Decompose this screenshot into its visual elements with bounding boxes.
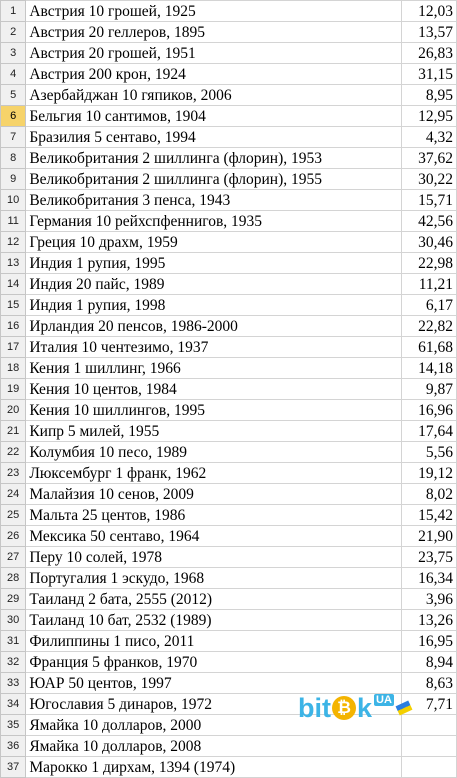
row-header[interactable]: 28 — [1, 568, 26, 589]
cell-coin-name[interactable]: Бельгия 10 сантимов, 1904 — [26, 106, 402, 127]
cell-coin-name[interactable]: Италия 10 чентезимо, 1937 — [26, 337, 402, 358]
row-header[interactable]: 3 — [1, 43, 26, 64]
cell-coin-name[interactable]: Колумбия 10 песо, 1989 — [26, 442, 402, 463]
cell-value[interactable]: 13,57 — [401, 22, 456, 43]
row-header[interactable]: 15 — [1, 295, 26, 316]
cell-coin-name[interactable]: Бразилия 5 сентаво, 1994 — [26, 127, 402, 148]
table-row[interactable] — [1, 610, 457, 631]
cell-coin-name[interactable]: Таиланд 10 бат, 2532 (1989) — [26, 610, 402, 631]
cell-coin-name[interactable]: Кения 1 шиллинг, 1966 — [26, 358, 402, 379]
row-header[interactable]: 26 — [1, 526, 26, 547]
cell-coin-name[interactable]: Австрия 20 грошей, 1951 — [26, 43, 402, 64]
row-header[interactable]: 17 — [1, 337, 26, 358]
cell-coin-name[interactable]: Великобритания 2 шиллинга (флорин), 1953 — [26, 148, 402, 169]
cell-value[interactable]: 19,12 — [401, 463, 456, 484]
table-row[interactable] — [1, 190, 457, 211]
cell-coin-name[interactable]: Ирландия 20 пенсов, 1986-2000 — [26, 316, 402, 337]
table-row[interactable] — [1, 547, 457, 568]
table-row[interactable] — [1, 736, 457, 757]
cell-coin-name[interactable]: Греция 10 драхм, 1959 — [26, 232, 402, 253]
cell-value[interactable]: 13,26 — [401, 610, 456, 631]
table-row[interactable] — [1, 64, 457, 85]
cell-coin-name[interactable]: Ямайка 10 долларов, 2008 — [26, 736, 402, 757]
cell-value[interactable]: 4,32 — [401, 127, 456, 148]
table-row[interactable] — [1, 358, 457, 379]
row-header[interactable]: 13 — [1, 253, 26, 274]
row-header[interactable]: 34 — [1, 694, 26, 715]
cell-value[interactable]: 17,64 — [401, 421, 456, 442]
cell-value[interactable]: 9,87 — [401, 379, 456, 400]
table-row[interactable] — [1, 442, 457, 463]
cell-value[interactable]: 3,96 — [401, 589, 456, 610]
cell-coin-name[interactable]: Индия 1 рупия, 1995 — [26, 253, 402, 274]
cell-coin-name[interactable]: Франция 5 франков, 1970 — [26, 652, 402, 673]
cell-coin-name[interactable]: Германия 10 рейхспфеннигов, 1935 — [26, 211, 402, 232]
cell-value[interactable]: 22,82 — [401, 316, 456, 337]
cell-value[interactable]: 14,18 — [401, 358, 456, 379]
table-row[interactable] — [1, 421, 457, 442]
row-header[interactable]: 4 — [1, 64, 26, 85]
table-row[interactable] — [1, 43, 457, 64]
cell-coin-name[interactable]: Индия 20 пайс, 1989 — [26, 274, 402, 295]
cell-value[interactable]: 6,17 — [401, 295, 456, 316]
table-row[interactable] — [1, 652, 457, 673]
table-row[interactable] — [1, 484, 457, 505]
grid-body — [1, 1, 457, 778]
cell-value[interactable]: 5,56 — [401, 442, 456, 463]
cell-value[interactable]: 21,90 — [401, 526, 456, 547]
row-header[interactable]: 21 — [1, 421, 26, 442]
row-header[interactable]: 33 — [1, 673, 26, 694]
table-row[interactable] — [1, 106, 457, 127]
cell-value[interactable]: 8,95 — [401, 85, 456, 106]
cell-coin-name[interactable]: Ямайка 10 долларов, 2000 — [26, 715, 402, 736]
cell-coin-name[interactable]: Люксембург 1 франк, 1962 — [26, 463, 402, 484]
cell-value[interactable]: 42,56 — [401, 211, 456, 232]
cell-value[interactable]: 11,21 — [401, 274, 456, 295]
table-row[interactable] — [1, 253, 457, 274]
table-row[interactable] — [1, 568, 457, 589]
cell-value[interactable]: 26,83 — [401, 43, 456, 64]
row-header[interactable]: 2 — [1, 22, 26, 43]
row-header[interactable]: 32 — [1, 652, 26, 673]
table-row[interactable] — [1, 211, 457, 232]
cell-value[interactable]: 16,34 — [401, 568, 456, 589]
cell-value[interactable]: 22,98 — [401, 253, 456, 274]
row-header[interactable]: 31 — [1, 631, 26, 652]
cell-value[interactable]: 30,46 — [401, 232, 456, 253]
cell-value[interactable]: 15,42 — [401, 505, 456, 526]
cell-coin-name[interactable]: Австрия 20 геллеров, 1895 — [26, 22, 402, 43]
table-row[interactable] — [1, 463, 457, 484]
cell-coin-name[interactable]: Мексика 50 сентаво, 1964 — [26, 526, 402, 547]
cell-coin-name[interactable]: Филиппины 1 писо, 2011 — [26, 631, 402, 652]
table-row[interactable] — [1, 757, 457, 778]
watermark-text-a: bit — [298, 692, 331, 723]
cell-value[interactable]: 16,96 — [401, 400, 456, 421]
cell-value[interactable]: 8,02 — [401, 484, 456, 505]
cell-coin-name[interactable]: Перу 10 солей, 1978 — [26, 547, 402, 568]
cell-value[interactable]: 7,71 — [401, 694, 456, 715]
table-row[interactable] — [1, 526, 457, 547]
cell-value[interactable]: 61,68 — [401, 337, 456, 358]
table-row[interactable] — [1, 505, 457, 526]
cell-value[interactable]: 16,95 — [401, 631, 456, 652]
cell-coin-name[interactable]: Индия 1 рупия, 1998 — [26, 295, 402, 316]
row-header[interactable]: 19 — [1, 379, 26, 400]
table-row[interactable] — [1, 337, 457, 358]
cell-coin-name[interactable]: Мальта 25 центов, 1986 — [26, 505, 402, 526]
cell-value[interactable]: 15,71 — [401, 190, 456, 211]
row-header[interactable]: 14 — [1, 274, 26, 295]
coin-icon: ₿ — [332, 696, 356, 720]
row-header[interactable]: 22 — [1, 442, 26, 463]
table-row[interactable] — [1, 127, 457, 148]
watermark-text-b: k — [357, 692, 373, 723]
cell-value[interactable]: 37,62 — [401, 148, 456, 169]
row-header[interactable]: 25 — [1, 505, 26, 526]
table-row[interactable] — [1, 316, 457, 337]
watermark-region: UA — [376, 694, 392, 706]
cell-value[interactable]: 12,03 — [401, 1, 456, 22]
row-header[interactable]: 16 — [1, 316, 26, 337]
cell-value[interactable]: 31,15 — [401, 64, 456, 85]
cell-coin-name[interactable]: Малайзия 10 сенов, 2009 — [26, 484, 402, 505]
table-row[interactable] — [1, 589, 457, 610]
row-header[interactable]: 7 — [1, 127, 26, 148]
table-row[interactable] — [1, 232, 457, 253]
row-header[interactable]: 30 — [1, 610, 26, 631]
row-header[interactable]: 36 — [1, 736, 26, 757]
row-header[interactable]: 37 — [1, 757, 26, 778]
row-header[interactable]: 27 — [1, 547, 26, 568]
table-row[interactable] — [1, 85, 457, 106]
table-row[interactable] — [1, 295, 457, 316]
row-header[interactable]: 8 — [1, 148, 26, 169]
cell-coin-name[interactable]: Таиланд 2 бата, 2555 (2012) — [26, 589, 402, 610]
row-header[interactable]: 24 — [1, 484, 26, 505]
row-header[interactable]: 6 — [1, 106, 26, 127]
flag-icon — [395, 701, 412, 716]
cell-coin-name[interactable]: Австрия 10 грошей, 1925 — [26, 1, 402, 22]
table-row[interactable] — [1, 631, 457, 652]
cell-coin-name[interactable]: Португалия 1 эскудо, 1968 — [26, 568, 402, 589]
row-header[interactable]: 9 — [1, 169, 26, 190]
row-header[interactable]: 10 — [1, 190, 26, 211]
cell-coin-name[interactable]: Австрия 200 крон, 1924 — [26, 64, 402, 85]
row-header[interactable]: 23 — [1, 463, 26, 484]
row-header[interactable]: 35 — [1, 715, 26, 736]
cell-value[interactable] — [401, 736, 456, 757]
cell-value[interactable] — [401, 757, 456, 778]
cell-coin-name[interactable]: Кения 10 центов, 1984 — [26, 379, 402, 400]
watermark-logo — [298, 690, 448, 726]
row-header[interactable]: 12 — [1, 232, 26, 253]
row-header[interactable]: 11 — [1, 211, 26, 232]
cell-coin-name[interactable]: ЮАР 50 центов, 1997 — [26, 673, 402, 694]
cell-value[interactable]: 8,63 — [401, 673, 456, 694]
cell-value[interactable]: 23,75 — [401, 547, 456, 568]
cell-coin-name[interactable]: Великобритания 3 пенса, 1943 — [26, 190, 402, 211]
cell-coin-name[interactable]: Великобритания 2 шиллинга (флорин), 1955 — [26, 169, 402, 190]
table-row[interactable] — [1, 379, 457, 400]
cell-coin-name[interactable]: Кипр 5 милей, 1955 — [26, 421, 402, 442]
cell-value[interactable]: 30,22 — [401, 169, 456, 190]
cell-coin-name[interactable]: Югославия 5 динаров, 1972 — [26, 694, 402, 715]
table-row[interactable] — [1, 400, 457, 421]
table-row[interactable] — [1, 1, 457, 22]
cell-value[interactable]: 8,94 — [401, 652, 456, 673]
row-header[interactable]: 5 — [1, 85, 26, 106]
row-header[interactable]: 18 — [1, 358, 26, 379]
row-header[interactable]: 1 — [1, 1, 26, 22]
row-header[interactable]: 29 — [1, 589, 26, 610]
table-row[interactable] — [1, 22, 457, 43]
table-row[interactable] — [1, 148, 457, 169]
cell-value[interactable]: 12,95 — [401, 106, 456, 127]
cell-coin-name[interactable]: Азербайджан 10 гяпиков, 2006 — [26, 85, 402, 106]
cell-coin-name[interactable]: Кения 10 шиллингов, 1995 — [26, 400, 402, 421]
row-header[interactable]: 20 — [1, 400, 26, 421]
table-row[interactable] — [1, 169, 457, 190]
table-row[interactable] — [1, 274, 457, 295]
cell-coin-name[interactable]: Марокко 1 дирхам, 1394 (1974) — [26, 757, 402, 778]
